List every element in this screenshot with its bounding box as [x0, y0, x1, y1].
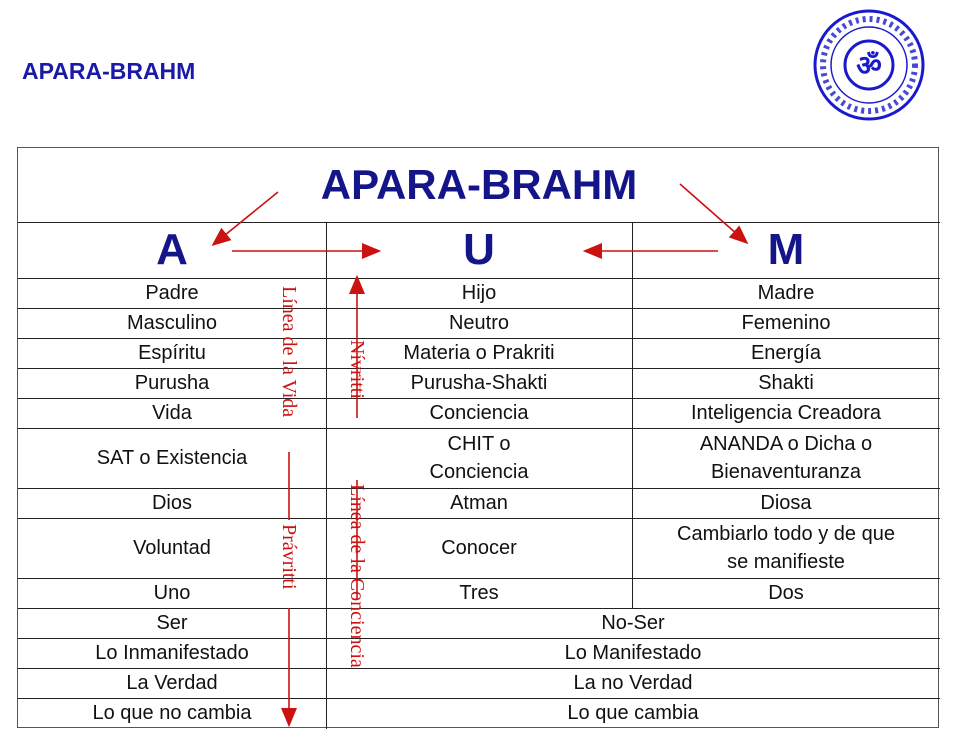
nivritti-label: Nívritti — [346, 340, 368, 399]
table-cell: Conocer — [441, 537, 517, 559]
table-cell: La Verdad — [126, 672, 218, 694]
table-cell: Neutro — [448, 312, 510, 334]
table-cell: Femenino — [741, 312, 831, 334]
table-cell: Tres — [459, 582, 499, 604]
table-cell: Cambiarlo todo y de que se manifieste — [677, 523, 895, 573]
svg-text:ॐ: ॐ — [856, 49, 882, 82]
table-cell: Masculino — [126, 312, 218, 334]
table-cell: Espíritu — [138, 342, 206, 364]
column-header-u: U — [463, 225, 495, 274]
table-cell: Lo Inmanifestado — [95, 642, 249, 664]
table-cell: Uno — [153, 582, 191, 604]
table-cell: CHIT o Conciencia — [429, 433, 529, 483]
table-cell: ANANDA o Dicha o Bienaventuranza — [699, 433, 873, 483]
table-cell: Padre — [145, 282, 199, 304]
table-cell: Shakti — [758, 372, 814, 394]
table-cell: Dos — [768, 582, 804, 604]
column-header-a: A — [156, 225, 188, 274]
table-cell: Dios — [151, 492, 192, 514]
column-header-m: M — [767, 225, 805, 274]
table-cell: Ser — [156, 612, 188, 634]
table-title: APARA-BRAHM — [320, 161, 638, 208]
table-cell: Hijo — [461, 282, 497, 304]
table-cell: Purusha-Shakti — [410, 372, 548, 394]
table-cell: No-Ser — [601, 612, 665, 634]
table-cell: Vida — [152, 402, 192, 424]
table-cell: Purusha — [134, 372, 210, 394]
table-cell: Madre — [757, 282, 815, 304]
table-cell: Materia o Prakriti — [403, 342, 555, 364]
table-cell: Diosa — [760, 492, 812, 514]
table-cell: Conciencia — [429, 402, 529, 424]
pravritti-label: Právritti — [278, 524, 300, 590]
table-cell: Atman — [450, 492, 508, 514]
linea-conciencia-label: Línea de la Conciencia — [346, 484, 368, 668]
table-cell: SAT o Existencia — [96, 447, 248, 469]
page-title: APARA-BRAHM — [22, 58, 196, 84]
table-cell: Inteligencia Creadora — [690, 402, 882, 424]
arrow-title-to-m — [680, 184, 746, 242]
linea-vida-label: Línea de la Vida — [278, 286, 300, 418]
arrow-title-to-a — [214, 192, 278, 244]
table-cell: Lo Manifestado — [564, 642, 702, 664]
table-cell: Lo que cambia — [567, 702, 699, 724]
table-cell: Energía — [750, 342, 822, 364]
table-cell: Voluntad — [133, 537, 211, 559]
table-cell: Lo que no cambia — [92, 702, 252, 724]
table-cell: La no Verdad — [573, 672, 693, 694]
